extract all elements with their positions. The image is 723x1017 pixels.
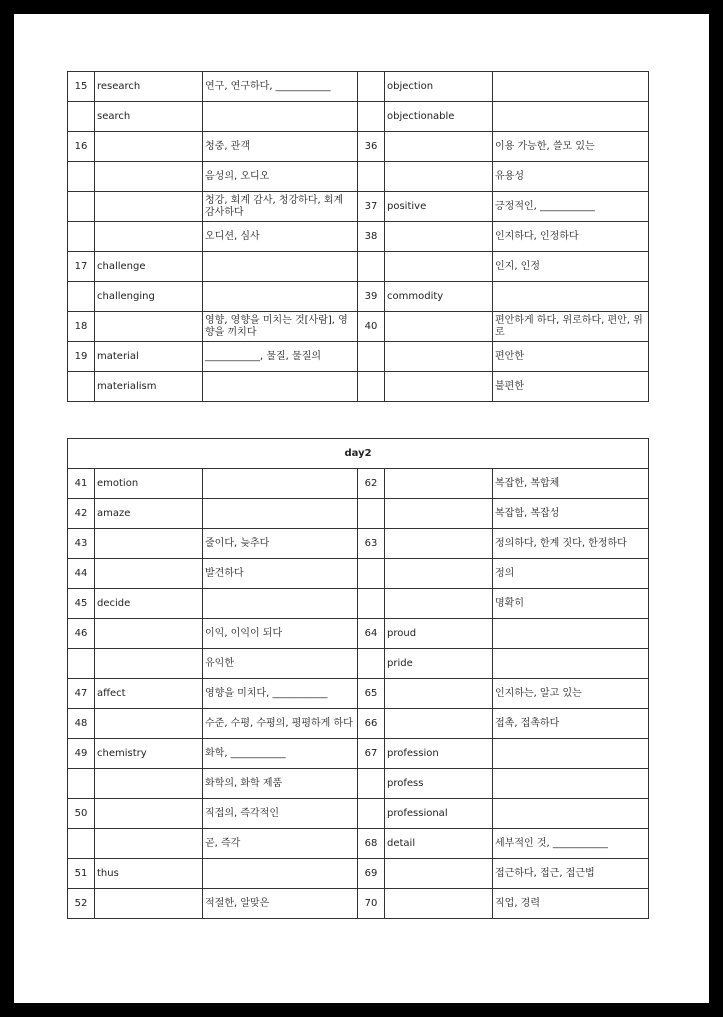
meaning-cell [493, 649, 649, 679]
word-cell: profess [385, 769, 493, 799]
number-cell [358, 649, 385, 679]
table-row [68, 222, 649, 252]
meaning-cell [203, 102, 358, 132]
vocab-table-1 [67, 71, 649, 402]
number-cell: 38 [358, 222, 385, 252]
meaning-cell: 복잡함, 복잡성 [493, 499, 649, 529]
word-cell: detail [385, 829, 493, 859]
meaning-cell: 정의 [493, 559, 649, 589]
meaning-cell: 이익, 이익이 되다 [203, 619, 358, 649]
word-cell: search [95, 102, 203, 132]
number-cell: 44 [68, 559, 95, 589]
word-cell [95, 222, 203, 252]
meaning-cell: 직접의, 즉각적인 [203, 799, 358, 829]
word-cell [95, 619, 203, 649]
table-row [68, 829, 649, 859]
number-cell [68, 829, 95, 859]
table-row [68, 162, 649, 192]
number-cell: 36 [358, 132, 385, 162]
vocab-table-2 [67, 438, 649, 919]
word-cell [95, 769, 203, 799]
word-cell [385, 132, 493, 162]
number-cell: 51 [68, 859, 95, 889]
word-cell [385, 709, 493, 739]
table-row [68, 132, 649, 162]
meaning-cell: 세부적인 것, ___________ [493, 829, 649, 859]
meaning-cell: 정의하다, 한계 짓다, 한정하다 [493, 529, 649, 559]
meaning-cell [203, 859, 358, 889]
number-cell: 37 [358, 192, 385, 222]
number-cell [358, 799, 385, 829]
meaning-cell: 긍정적인, ___________ [493, 192, 649, 222]
word-cell [385, 529, 493, 559]
word-cell: material [95, 342, 203, 372]
word-cell: commodity [385, 282, 493, 312]
table-row [68, 559, 649, 589]
word-cell [95, 709, 203, 739]
number-cell: 47 [68, 679, 95, 709]
vocab-table-1-body [68, 72, 649, 402]
meaning-cell [203, 589, 358, 619]
table-row [68, 769, 649, 799]
meaning-cell: 유용성 [493, 162, 649, 192]
number-cell: 17 [68, 252, 95, 282]
word-cell: materialism [95, 372, 203, 402]
word-cell [95, 889, 203, 919]
word-cell [95, 529, 203, 559]
table-row [68, 282, 649, 312]
number-cell: 48 [68, 709, 95, 739]
word-cell: proud [385, 619, 493, 649]
meaning-cell: 명확히 [493, 589, 649, 619]
number-cell: 63 [358, 529, 385, 559]
meaning-cell: 인지하는, 알고 있는 [493, 679, 649, 709]
word-cell: professional [385, 799, 493, 829]
number-cell: 68 [358, 829, 385, 859]
word-cell: profession [385, 739, 493, 769]
meaning-cell [203, 282, 358, 312]
word-cell [385, 589, 493, 619]
number-cell: 18 [68, 312, 95, 342]
number-cell [68, 372, 95, 402]
table-row [68, 102, 649, 132]
word-cell [385, 469, 493, 499]
meaning-cell: 인지, 인정 [493, 252, 649, 282]
meaning-cell [493, 102, 649, 132]
table-row [68, 739, 649, 769]
number-cell: 16 [68, 132, 95, 162]
meaning-cell: 청강, 회계 감사, 청강하다, 회계 감사하다 [203, 192, 358, 222]
number-cell: 49 [68, 739, 95, 769]
meaning-cell: 영향을 미치다, ___________ [203, 679, 358, 709]
meaning-cell [493, 619, 649, 649]
number-cell: 52 [68, 889, 95, 919]
number-cell [358, 372, 385, 402]
word-cell: objectionable [385, 102, 493, 132]
meaning-cell: 접근하다, 접근, 접근법 [493, 859, 649, 889]
document-page [14, 14, 709, 1003]
word-cell [385, 499, 493, 529]
meaning-cell: 오디션, 심사 [203, 222, 358, 252]
word-cell [385, 859, 493, 889]
meaning-cell [493, 769, 649, 799]
table-row [68, 72, 649, 102]
number-cell: 69 [358, 859, 385, 889]
meaning-cell: 화학의, 화학 제품 [203, 769, 358, 799]
number-cell [358, 499, 385, 529]
word-cell [95, 559, 203, 589]
number-cell: 42 [68, 499, 95, 529]
meaning-cell [493, 739, 649, 769]
table-row [68, 252, 649, 282]
word-cell [385, 372, 493, 402]
number-cell: 15 [68, 72, 95, 102]
word-cell: objection [385, 72, 493, 102]
number-cell [68, 769, 95, 799]
number-cell: 46 [68, 619, 95, 649]
meaning-cell: 발견하다 [203, 559, 358, 589]
word-cell: amaze [95, 499, 203, 529]
word-cell: challenge [95, 252, 203, 282]
table-row [68, 709, 649, 739]
number-cell [68, 282, 95, 312]
day-title: day2 [68, 439, 649, 469]
number-cell [358, 589, 385, 619]
number-cell [68, 222, 95, 252]
meaning-cell: 편안하게 하다, 위로하다, 편안, 위로 [493, 312, 649, 342]
meaning-cell [203, 372, 358, 402]
table-row [68, 372, 649, 402]
table-row [68, 799, 649, 829]
number-cell: 41 [68, 469, 95, 499]
table-row [68, 499, 649, 529]
number-cell: 70 [358, 889, 385, 919]
table-row [68, 192, 649, 222]
table-row [68, 312, 649, 342]
meaning-cell: 이용 가능한, 쓸모 있는 [493, 132, 649, 162]
word-cell: thus [95, 859, 203, 889]
meaning-cell: 음성의, 오디오 [203, 162, 358, 192]
meaning-cell: 직업, 경력 [493, 889, 649, 919]
table-row [68, 342, 649, 372]
table-row [68, 469, 649, 499]
meaning-cell: 접촉, 접촉하다 [493, 709, 649, 739]
number-cell: 66 [358, 709, 385, 739]
meaning-cell: 불편한 [493, 372, 649, 402]
word-cell: pride [385, 649, 493, 679]
meaning-cell [203, 469, 358, 499]
word-cell [95, 649, 203, 679]
meaning-cell: 복잡한, 복합체 [493, 469, 649, 499]
number-cell: 64 [358, 619, 385, 649]
word-cell [95, 799, 203, 829]
word-cell [385, 889, 493, 919]
meaning-cell: 수준, 수평, 수평의, 평평하게 하다 [203, 709, 358, 739]
number-cell: 45 [68, 589, 95, 619]
number-cell [358, 769, 385, 799]
meaning-cell: 화학, ___________ [203, 739, 358, 769]
number-cell: 43 [68, 529, 95, 559]
meaning-cell: 줄이다, 늦추다 [203, 529, 358, 559]
number-cell [68, 649, 95, 679]
meaning-cell [493, 72, 649, 102]
word-cell: decide [95, 589, 203, 619]
number-cell [68, 102, 95, 132]
word-cell: chemistry [95, 739, 203, 769]
word-cell [95, 192, 203, 222]
word-cell: research [95, 72, 203, 102]
word-cell [95, 312, 203, 342]
meaning-cell: 적절한, 알맞은 [203, 889, 358, 919]
number-cell [358, 342, 385, 372]
table-row [68, 859, 649, 889]
meaning-cell: 편안한 [493, 342, 649, 372]
table-row [68, 589, 649, 619]
number-cell [358, 162, 385, 192]
number-cell [358, 102, 385, 132]
meaning-cell: 청중, 관객 [203, 132, 358, 162]
meaning-cell: 유익한 [203, 649, 358, 679]
meaning-cell: ___________, 물질, 물질의 [203, 342, 358, 372]
number-cell: 65 [358, 679, 385, 709]
table-row [68, 889, 649, 919]
word-cell [385, 679, 493, 709]
number-cell: 40 [358, 312, 385, 342]
table-row [68, 529, 649, 559]
word-cell [385, 559, 493, 589]
number-cell: 39 [358, 282, 385, 312]
word-cell [95, 829, 203, 859]
word-cell [385, 312, 493, 342]
word-cell [385, 222, 493, 252]
number-cell [68, 162, 95, 192]
meaning-cell: 연구, 연구하다, ___________ [203, 72, 358, 102]
number-cell [358, 559, 385, 589]
word-cell: emotion [95, 469, 203, 499]
table-row [68, 619, 649, 649]
word-cell [385, 342, 493, 372]
word-cell [385, 252, 493, 282]
number-cell [68, 192, 95, 222]
meaning-cell [493, 282, 649, 312]
number-cell: 67 [358, 739, 385, 769]
vocab-table-2-body [68, 439, 649, 919]
number-cell: 19 [68, 342, 95, 372]
meaning-cell [493, 799, 649, 829]
day-title-row [68, 439, 649, 469]
word-cell [385, 162, 493, 192]
word-cell: positive [385, 192, 493, 222]
number-cell [358, 72, 385, 102]
number-cell [358, 252, 385, 282]
word-cell [95, 162, 203, 192]
meaning-cell: 영향, 영향을 미치는 것[사람], 영향을 끼치다 [203, 312, 358, 342]
table-row [68, 679, 649, 709]
meaning-cell: 인지하다, 인정하다 [493, 222, 649, 252]
meaning-cell [203, 252, 358, 282]
word-cell [95, 132, 203, 162]
meaning-cell: 곧, 즉각 [203, 829, 358, 859]
word-cell: challenging [95, 282, 203, 312]
table-row [68, 649, 649, 679]
number-cell: 50 [68, 799, 95, 829]
word-cell: affect [95, 679, 203, 709]
number-cell: 62 [358, 469, 385, 499]
meaning-cell [203, 499, 358, 529]
